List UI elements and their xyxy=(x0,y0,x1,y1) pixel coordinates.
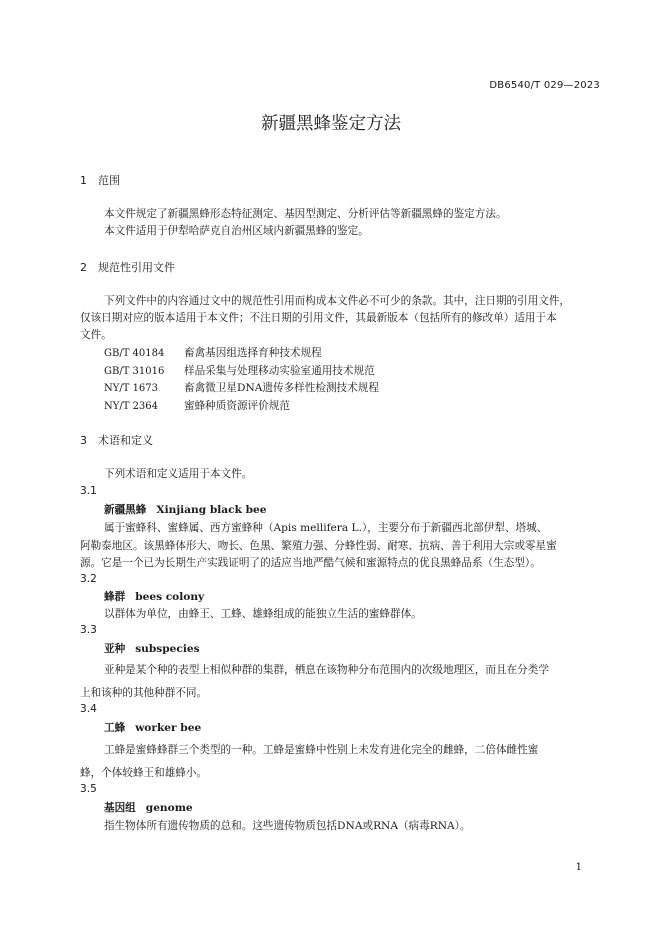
section-number: 2 xyxy=(80,261,87,274)
section-1-heading xyxy=(80,172,120,188)
definition-line: 上和该种的其他种群不同。 xyxy=(80,687,208,699)
reference-item xyxy=(104,345,322,360)
reference-title: 样品采集与处理移动实验室通用技术规范 xyxy=(184,365,375,377)
reference-title: 蜜蜂种质资源评价规范 xyxy=(184,400,290,412)
paragraph-line: 下列文件中的内容通过文中的规范性引用而构成本文件必不可少的条款。其中，注日期的引用文件， xyxy=(104,295,571,307)
reference-code: NY/T 2364 xyxy=(104,401,159,412)
section-title: 规范性引用文件 xyxy=(98,261,175,274)
definition-line: 工蜂是蜜蜂蜂群三个类型的一种。工蜂是蜜蜂中性别上未发育进化完全的雌蜂，二倍体雌性蜜 xyxy=(104,744,539,756)
definition-line: 指生物体所有遗传物质的总和。这些遗传物质包括DNA或RNA（病毒RNA）。 xyxy=(104,820,471,832)
paragraph-line: 下列术语和定义适用于本文件。 xyxy=(104,468,253,480)
paragraph-line: 本文件适用于伊犁哈萨克自治州区域内新疆黑蜂的鉴定。 xyxy=(104,225,369,237)
term-number: 3.2 xyxy=(80,573,97,585)
reference-item xyxy=(104,380,379,395)
term-heading xyxy=(104,720,201,735)
document-title: 新疆黑蜂鉴定方法 xyxy=(261,114,401,134)
paragraph-line: 仅该日期对应的版本适用于本文件；不注日期的引用文件，其最新版本（包括所有的修改单）适用于本 xyxy=(80,312,557,324)
reference-item xyxy=(104,398,290,413)
term-english: genome xyxy=(145,802,193,814)
definition-line: 亚种是某个种的表型上相似种群的集群，栖息在该物种分布范围内的次级地理区，而且在分类学 xyxy=(104,664,549,676)
definition-line: 以群体为单位，由蜂王、工蜂、雄蜂组成的能独立生活的蜜蜂群体。 xyxy=(104,608,422,620)
term-number: 3.5 xyxy=(80,783,97,795)
definition-line: 阿勒泰地区。该黑蜂体形大、吻长、色黑、繁殖力强、分蜂性弱、耐寒、抗病、善于利用大宗或零星蜜 xyxy=(80,540,557,552)
section-title: 范围 xyxy=(98,174,120,187)
standard-code: DB6540/T 029—2023 xyxy=(489,80,600,91)
term-chinese: 蜂群 xyxy=(104,591,126,603)
definition-line: 源。它是一个已为长期生产实践证明了的适应当地严酷气候和蜜源特点的优良黑蜂品系（生态型）。 xyxy=(80,557,541,569)
reference-code: GB/T 31016 xyxy=(104,366,165,377)
page-number: 1 xyxy=(575,862,582,873)
term-english: subspecies xyxy=(135,643,200,655)
term-english: worker bee xyxy=(135,722,202,734)
section-3-heading xyxy=(80,432,153,448)
section-2-heading xyxy=(80,259,175,275)
section-number: 1 xyxy=(80,174,87,187)
reference-code: GB/T 40184 xyxy=(104,348,165,359)
term-heading xyxy=(104,800,193,815)
reference-title: 畜禽微卫星DNA遗传多样性检测技术规程 xyxy=(184,382,379,394)
term-english: Xinjiang black bee xyxy=(156,504,267,516)
section-number: 3 xyxy=(80,434,87,447)
term-heading xyxy=(104,641,200,656)
reference-item xyxy=(104,363,375,378)
term-chinese: 新疆黑蜂 xyxy=(104,504,147,516)
paragraph-line: 文件。 xyxy=(80,329,112,341)
definition-line: 蜂，个体较蜂王和雄蜂小。 xyxy=(80,767,208,779)
term-heading xyxy=(104,589,204,604)
term-number: 3.1 xyxy=(80,485,97,497)
term-chinese: 工蜂 xyxy=(104,722,126,734)
term-number: 3.3 xyxy=(80,624,97,636)
term-chinese: 亚种 xyxy=(104,643,126,655)
section-title: 术语和定义 xyxy=(98,434,153,447)
reference-title: 畜禽基因组选择育种技术规程 xyxy=(184,347,322,359)
paragraph-line: 本文件规定了新疆黑蜂形态特征测定、基因型测定、分析评估等新疆黑蜂的鉴定方法。 xyxy=(104,208,507,220)
reference-code: NY/T 1673 xyxy=(104,383,159,394)
term-english: bees colony xyxy=(135,591,205,603)
term-heading xyxy=(104,502,267,517)
term-chinese: 基因组 xyxy=(104,802,136,814)
term-number: 3.4 xyxy=(80,703,97,715)
definition-line: 属于蜜蜂科、蜜蜂属、西方蜜蜂种（Apis mellifera L.），主要分布于新疆西北部伊犁、塔城、 xyxy=(104,522,548,534)
